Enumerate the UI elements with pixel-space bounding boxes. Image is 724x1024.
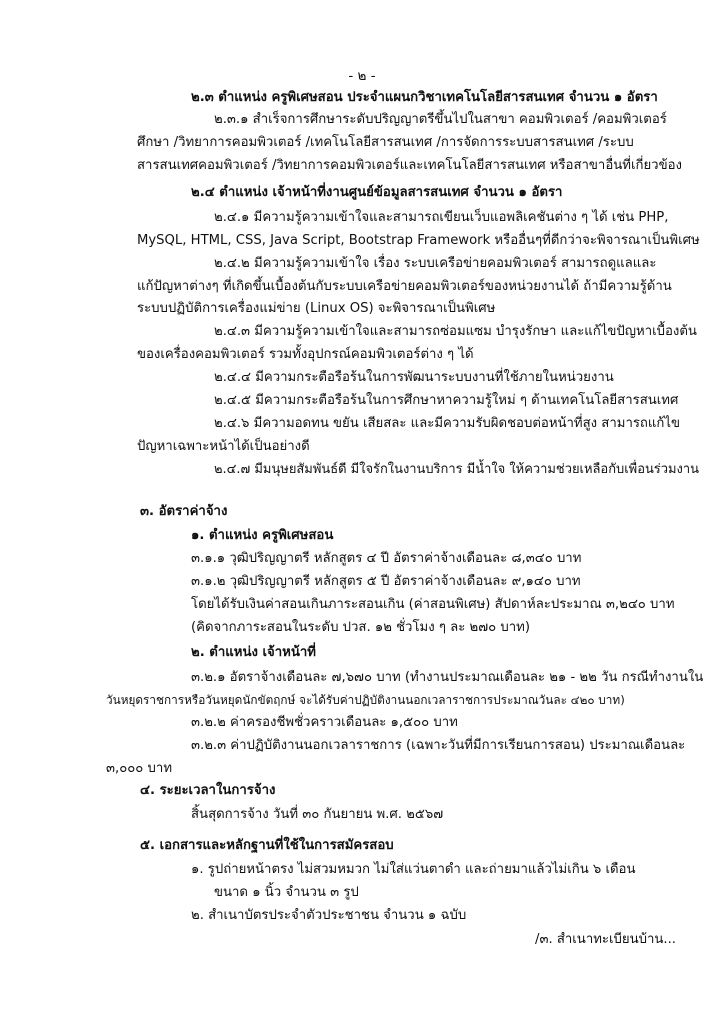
continuation-note: /๓. สำเนาทะเบียนบ้าน... <box>535 932 676 947</box>
text-line: ๓.๑.๒ วุฒิปริญญาตรี หลักสูตร ๕ ปี อัตราค่าจ้างเดือนละ ๙,๑๔๐ บาท <box>191 574 581 589</box>
text-line: สารสนเทศคอมพิวเตอร์ /วิทยาการคอมพิวเตอร์และเทคโนโลยีสารสนเทศ หรือสาขาอื่นที่เกี่ยวข้อง <box>137 158 682 173</box>
text-line: ๒.๔.๓ มีความรู้ความเข้าใจและสามารถซ่อมแซม บำรุงรักษา และแก้ไขปัญหาเบื้องต้น <box>214 324 697 339</box>
section-3-heading: ๓. อัตราค่าจ้าง <box>140 504 228 519</box>
text-line: ระบบปฏิบัติการเครื่องแม่ข่าย (Linux OS) จะพิจารณาเป็นพิเศษ <box>137 301 496 316</box>
text-line: ๒.๔.๗ มีมนุษยสัมพันธ์ดี มีใจรักในงานบริการ มีน้ำใจ ให้ความช่วยเหลือกับเพื่อนร่วมงาน <box>214 462 699 477</box>
text-line: (คิดจากภาระสอนในระดับ ปวส. ๑๒ ชั่วโมง ๆ ละ ๒๗๐ บาท) <box>191 620 530 635</box>
text-line: โดยได้รับเงินค่าสอนเกินภาระสอนเกิน (ค่าสอนพิเศษ) สัปดาห์ละประมาณ ๓,๒๔๐ บาท <box>191 597 675 612</box>
position-2-heading: ๒. ตำแหน่ง เจ้าหน้าที่ <box>191 645 316 660</box>
section-2-4-heading: ๒.๔ ตำแหน่ง เจ้าหน้าที่งานศูนย์ข้อมูลสารสนเทศ จำนวน ๑ อัตรา <box>191 185 563 200</box>
text-line: ๒.๓.๑ สำเร็จการศึกษาระดับปริญญาตรีขึ้นไปในสาขา คอมพิวเตอร์ /คอมพิวเตอร์ <box>214 112 667 127</box>
text-line: ศึกษา /วิทยาการคอมพิวเตอร์ /เทคโนโลยีสารสนเทศ /การจัดการระบบสารสนเทศ /ระบบ <box>137 135 634 150</box>
section-2-3-heading: ๒.๓ ตำแหน่ง ครูพิเศษสอน ประจำแผนกวิชาเทคโนโลยีสารสนเทศ จำนวน ๑ อัตรา <box>191 90 658 105</box>
text-line: ๓.๒.๓ ค่าปฏิบัติงานนอกเวลาราชการ (เฉพาะวันที่มีการเรียนการสอน) ประมาณเดือนละ <box>191 738 686 753</box>
text-line: ๒.๔.๕ มีความกระตือรือร้นในการศึกษาหาความรู้ใหม่ ๆ ด้านเทคโนโลยีสารสนเทศ <box>214 393 679 408</box>
text-line: ๓.๑.๑ วุฒิปริญญาตรี หลักสูตร ๔ ปี อัตราค่าจ้างเดือนละ ๘,๓๔๐ บาท <box>191 551 582 566</box>
text-line: ๓.๒.๑ อัตราจ้างเดือนละ ๗,๖๗๐ บาท (ทำงานประมาณเดือนละ ๒๑ - ๒๒ วัน กรณีทำงานใน <box>191 670 704 685</box>
text-line: ปัญหาเฉพาะหน้าได้เป็นอย่างดี <box>137 439 310 454</box>
text-line: ๓,๐๐๐ บาท <box>106 761 173 776</box>
text-line: ๒.๔.๖ มีความอดทน ขยัน เสียสละ และมีความรับผิดชอบต่อหน้าที่สูง สามารถแก้ไข <box>214 416 681 431</box>
text-line: ๒.๔.๑ มีความรู้ความเข้าใจและสามารถเขียนเว็บแอพลิเคชันต่าง ๆ ได้ เช่น PHP, <box>214 210 669 225</box>
position-1-heading: ๑. ตำแหน่ง ครูพิเศษสอน <box>191 528 334 543</box>
text-line: สิ้นสุดการจ้าง วันที่ ๓๐ กันยายน พ.ศ. ๒๕๖๗ <box>191 807 444 822</box>
page-number: - ๒ - <box>348 68 376 84</box>
text-line: ๒. สำเนาบัตรประจำตัวประชาชน จำนวน ๑ ฉบับ <box>191 908 467 923</box>
section-4-heading: ๔. ระยะเวลาในการจ้าง <box>140 783 276 798</box>
text-line: MySQL, HTML, CSS, Java Script, Bootstrap Framework หรืออื่นๆที่ดีกว่าจะพิจารณาเป็นพิเศษ <box>137 233 700 248</box>
section-5-heading: ๕. เอกสารและหลักฐานที่ใช้ในการสมัครสอบ <box>140 838 394 853</box>
text-line: ๒.๔.๒ มีความรู้ความเข้าใจ เรื่อง ระบบเครือข่ายคอมพิวเตอร์ สามารถดูแลและ <box>214 256 657 271</box>
text-line: ๒.๔.๔ มีความกระตือรือร้นในการพัฒนาระบบงานที่ใช้ภายในหน่วยงาน <box>214 370 614 385</box>
text-line: ของเครื่องคอมพิวเตอร์ รวมทั้งอุปกรณ์คอมพิวเตอร์ต่าง ๆ ได้ <box>137 347 474 362</box>
text-line: วันหยุดราชการหรือวันหยุดนักขัตฤกษ์ จะได้รับค่าปฏิบัติงานนอกเวลาราชการประมาณวันละ ๔๒๐ บาท) <box>106 693 625 707</box>
text-line: แก้ปัญหาต่างๆ ที่เกิดขึ้นเบื้องต้นกับระบบเครือข่ายคอมพิวเตอร์ของหน่วยงานได้ ถ้ามีความรู้ด้าน <box>137 279 672 294</box>
text-line: ๓.๒.๒ ค่าครองชีพชั่วคราวเดือนละ ๑,๕๐๐ บาท <box>191 715 458 730</box>
text-line: ขนาด ๑ นิ้ว จำนวน ๓ รูป <box>214 885 359 900</box>
text-line: ๑. รูปถ่ายหน้าตรง ไม่สวมหมวก ไม่ใส่แว่นตาดำ และถ่ายมาแล้วไม่เกิน ๖ เดือน <box>191 862 636 877</box>
